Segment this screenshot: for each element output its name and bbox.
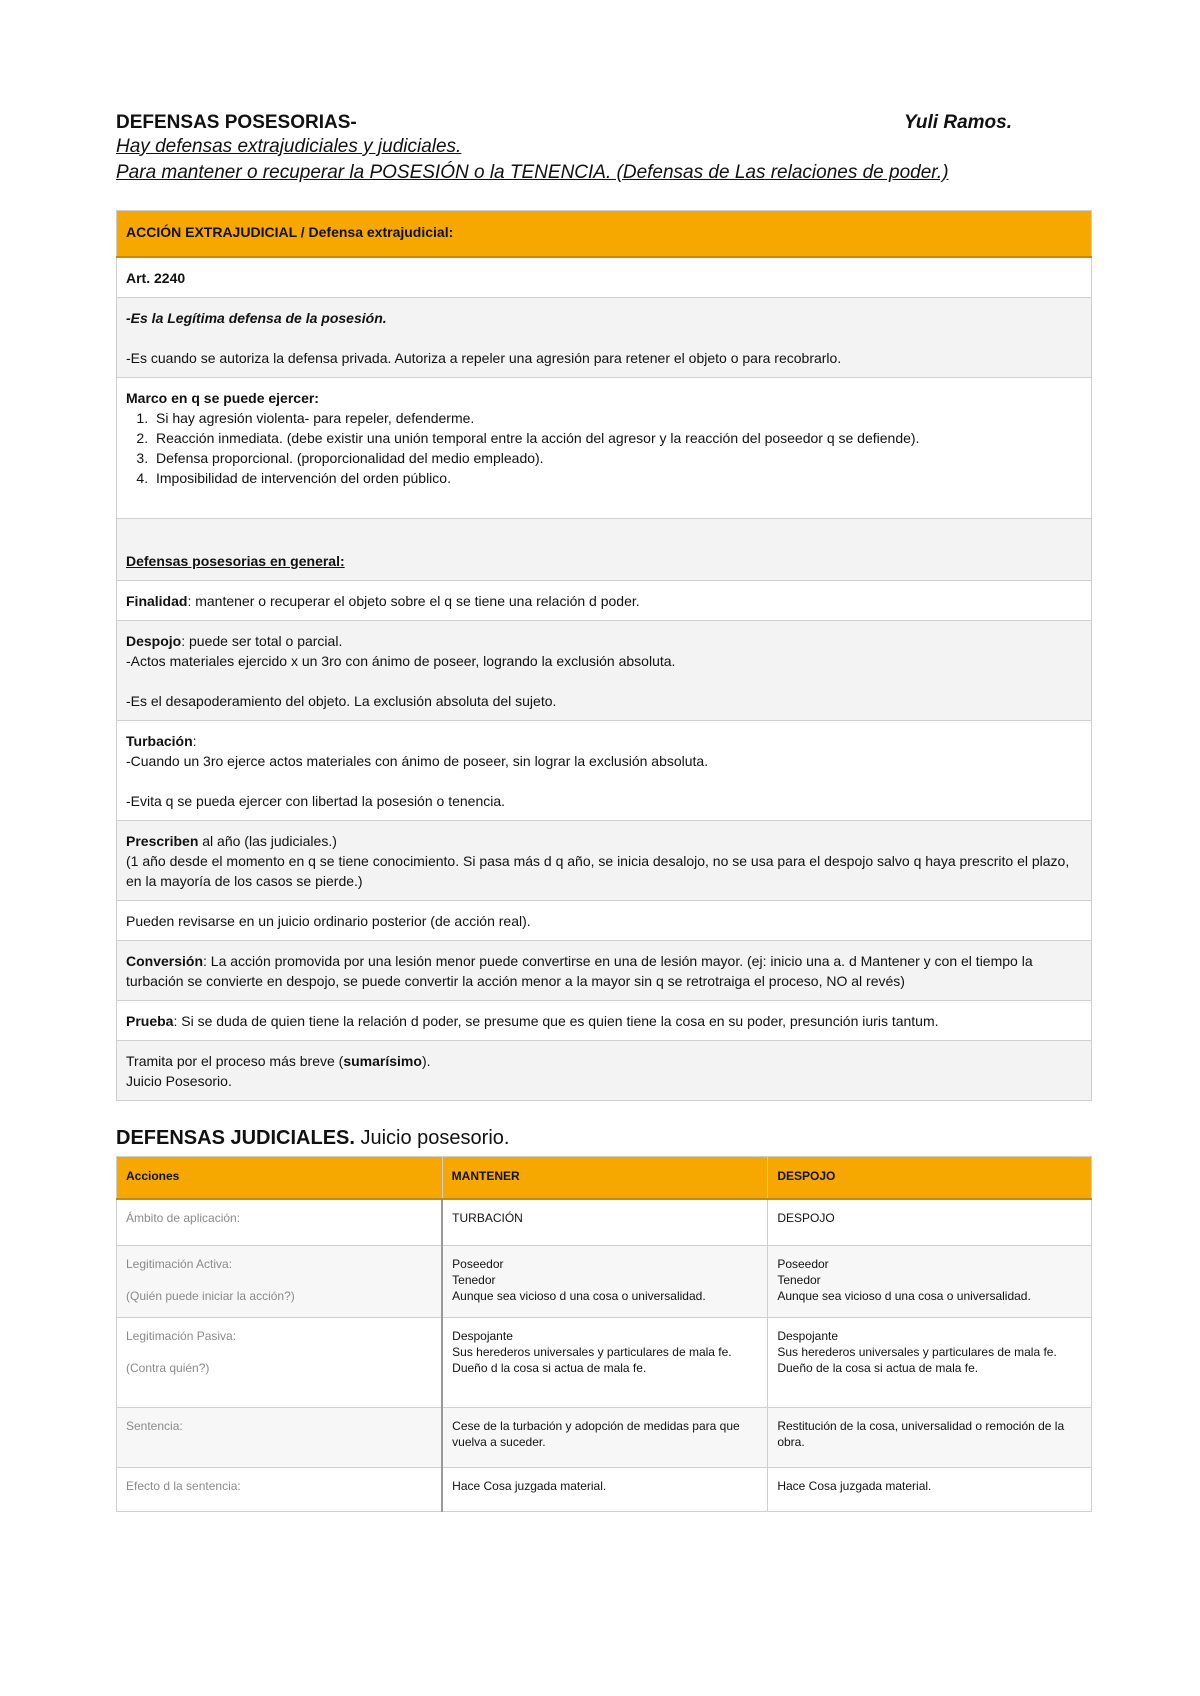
mantener-cell-line: Dueño d la cosa si actua de mala fe.	[452, 1360, 647, 1375]
row-label-cell	[117, 1245, 443, 1317]
prueba-label: Prueba	[126, 1013, 174, 1029]
row-label-cell	[117, 1407, 443, 1467]
despojo-cell-line: Dueño de la cosa si actua de mala fe.	[777, 1360, 979, 1375]
marco-list	[126, 408, 1082, 488]
author-name: Yuli Ramos.	[903, 112, 1012, 133]
tramita-text: Tramita por el proceso más breve (	[126, 1053, 344, 1069]
column-header: DESPOJO	[768, 1157, 1092, 1200]
despojo-label: Despojo	[126, 633, 182, 649]
mantener-cell-line: Tenedor	[452, 1272, 496, 1287]
tramita-text: ).	[421, 1053, 431, 1069]
mantener-cell-line: Hace Cosa juzgada material.	[452, 1478, 607, 1493]
prueba-text: : Si se duda de quien tiene la relación d poder, se presume que es quien tiene la cosa en su poder, presunción iuris tantum.	[173, 1013, 939, 1029]
marco-title: Marco en q se puede ejercer:	[126, 390, 319, 406]
table-row	[117, 519, 1092, 581]
despojo-text: : puede ser total o parcial.	[181, 633, 343, 649]
tramita-text: Juicio Posesorio.	[126, 1073, 232, 1089]
table-row	[117, 1041, 1092, 1101]
despojo-cell-line: Despojante	[777, 1328, 839, 1343]
despojo-cell-line: Poseedor	[777, 1256, 829, 1271]
mantener-cell	[442, 1199, 768, 1245]
doc-title: DEFENSAS POSESORIAS-	[116, 112, 357, 133]
row-label: Legitimación Activa:	[126, 1256, 233, 1271]
table-row	[117, 1199, 1092, 1245]
despojo-cell	[768, 1199, 1092, 1245]
table-row	[117, 581, 1092, 621]
conversion-text: : La acción promovida por una lesión menor puede convertirse en una de lesión mayor. (ej: inicio una a. d Mantener y con el tiempo la turbación se convierte en despojo, se puede convertir la acción menor a la mayor sin q se retrotraiga el proceso, NO al revés)	[126, 953, 1033, 989]
despojo-cell	[768, 1245, 1092, 1317]
judiciales-title-bold: DEFENSAS JUDICIALES.	[116, 1127, 355, 1149]
table-row	[117, 378, 1092, 519]
table-row	[117, 1245, 1092, 1317]
table-row	[117, 941, 1092, 1001]
mantener-cell	[442, 1467, 768, 1511]
table-header-row	[117, 1157, 1092, 1200]
turbacion-text: -Cuando un 3ro ejerce actos materiales con ánimo de poseer, sin lograr la exclusión absoluta.	[126, 753, 709, 769]
mantener-cell-line: Aunque sea vicioso d una cosa o universalidad.	[452, 1288, 706, 1303]
extrajudicial-table	[116, 210, 1092, 1101]
revisarse-text: Pueden revisarse en un juicio ordinario posterior (de acción real).	[126, 913, 531, 929]
column-header: Acciones	[117, 1157, 443, 1200]
judiciales-title	[116, 1127, 1092, 1150]
mantener-cell-line: Poseedor	[452, 1256, 504, 1271]
subtitle-line-2: Para mantener o recuperar la POSESIÓN o la TENENCIA. (Defensas de Las relaciones de poder.)	[116, 162, 949, 183]
header-row	[116, 112, 1092, 134]
despojo-cell-line: Sus herederos universales y particulares de mala fe.	[777, 1344, 1057, 1359]
row-label-cell	[117, 1317, 443, 1407]
despojo-cell	[768, 1407, 1092, 1467]
table-row	[117, 1317, 1092, 1407]
despojo-cell-line: DESPOJO	[777, 1211, 835, 1225]
mantener-cell-line: Despojante	[452, 1328, 513, 1343]
document-page	[116, 112, 1092, 1512]
mantener-cell	[442, 1407, 768, 1467]
despojo-text: -Es el desapoderamiento del objeto. La exclusión absoluta del sujeto.	[126, 693, 557, 709]
article-number: Art. 2240	[126, 270, 186, 286]
table-row	[117, 257, 1092, 298]
turbacion-text: -Evita q se pueda ejercer con libertad la posesión o tenencia.	[126, 793, 506, 809]
extrajudicial-heading: ACCIÓN EXTRAJUDICIAL / Defensa extrajudicial:	[117, 211, 1092, 258]
despojo-cell-line: Tenedor	[777, 1272, 821, 1287]
despojo-cell-line: Hace Cosa juzgada material.	[777, 1478, 932, 1493]
definition-text: -Es cuando se autoriza la defensa privada. Autoriza a repeler una agresión para retener el objeto o para recobrarlo.	[126, 350, 842, 366]
table-row	[117, 298, 1092, 378]
turbacion-colon: :	[192, 733, 197, 749]
table-row	[117, 901, 1092, 941]
subtitle-line-1: Hay defensas extrajudiciales y judiciales.	[116, 136, 462, 157]
despojo-text: -Actos materiales ejercido x un 3ro con ánimo de poseer, logrando la exclusión absoluta.	[126, 653, 676, 669]
table-row	[117, 1407, 1092, 1467]
mantener-cell-line: Cese de la turbación y adopción de medidas para que vuelva a suceder.	[452, 1418, 740, 1449]
row-label: Sentencia:	[126, 1418, 183, 1433]
prescriben-text: (1 año desde el momento en q se tiene conocimiento. Si pasa más d q año, se inicia desalojo, no se usa para el despojo salvo q haya prescrito el plazo, en la mayoría de los casos se pierde.)	[126, 853, 1070, 889]
row-label: Ámbito de aplicación:	[126, 1211, 241, 1225]
prescriben-text: al año (las judiciales.)	[198, 833, 337, 849]
row-label-cell	[117, 1467, 443, 1511]
turbacion-label: Turbación	[126, 733, 193, 749]
table-row	[117, 1001, 1092, 1041]
despojo-cell-line: Restitución de la cosa, universalidad o remoción de la obra.	[777, 1418, 1065, 1449]
row-sublabel: (Quién puede iniciar la acción?)	[126, 1288, 295, 1303]
table-row	[117, 1467, 1092, 1511]
row-label-cell	[117, 1199, 443, 1245]
definition-title: -Es la Legítima defensa de la posesión.	[126, 310, 387, 326]
general-title: Defensas posesorias en general:	[126, 553, 345, 569]
despojo-cell-line: Aunque sea vicioso d una cosa o universalidad.	[777, 1288, 1031, 1303]
row-sublabel: (Contra quién?)	[126, 1360, 210, 1375]
table-row	[117, 821, 1092, 901]
finalidad-label: Finalidad	[126, 593, 188, 609]
list-item: 2. Reacción inmediata. (debe existir una unión temporal entre la acción del agresor y la reacción del poseedor q se defiende).	[152, 428, 1082, 448]
list-item: 4. Imposibilidad de intervención del orden público.	[152, 468, 1082, 488]
row-label: Legitimación Pasiva:	[126, 1328, 237, 1343]
despojo-cell	[768, 1317, 1092, 1407]
list-item: 3. Defensa proporcional. (proporcionalidad del medio empleado).	[152, 448, 1082, 468]
table-row	[117, 721, 1092, 821]
prescriben-label: Prescriben	[126, 833, 199, 849]
mantener-cell	[442, 1245, 768, 1317]
mantener-cell	[442, 1317, 768, 1407]
mantener-cell-line: TURBACIÓN	[452, 1211, 523, 1225]
tramita-bold: sumarísimo	[343, 1053, 422, 1069]
conversion-label: Conversión	[126, 953, 204, 969]
table-row	[117, 621, 1092, 721]
mantener-cell-line: Sus herederos universales y particulares de mala fe.	[452, 1344, 732, 1359]
finalidad-text: : mantener o recuperar el objeto sobre el q se tiene una relación d poder.	[187, 593, 640, 609]
despojo-cell	[768, 1467, 1092, 1511]
judiciales-title-rest: Juicio posesorio.	[354, 1127, 510, 1149]
judiciales-table	[116, 1156, 1092, 1512]
list-item: 1. Si hay agresión violenta- para repeler, defenderme.	[152, 408, 1082, 428]
row-label: Efecto d la sentencia:	[126, 1478, 241, 1493]
column-header: MANTENER	[442, 1157, 768, 1200]
table-header-row	[117, 211, 1092, 258]
